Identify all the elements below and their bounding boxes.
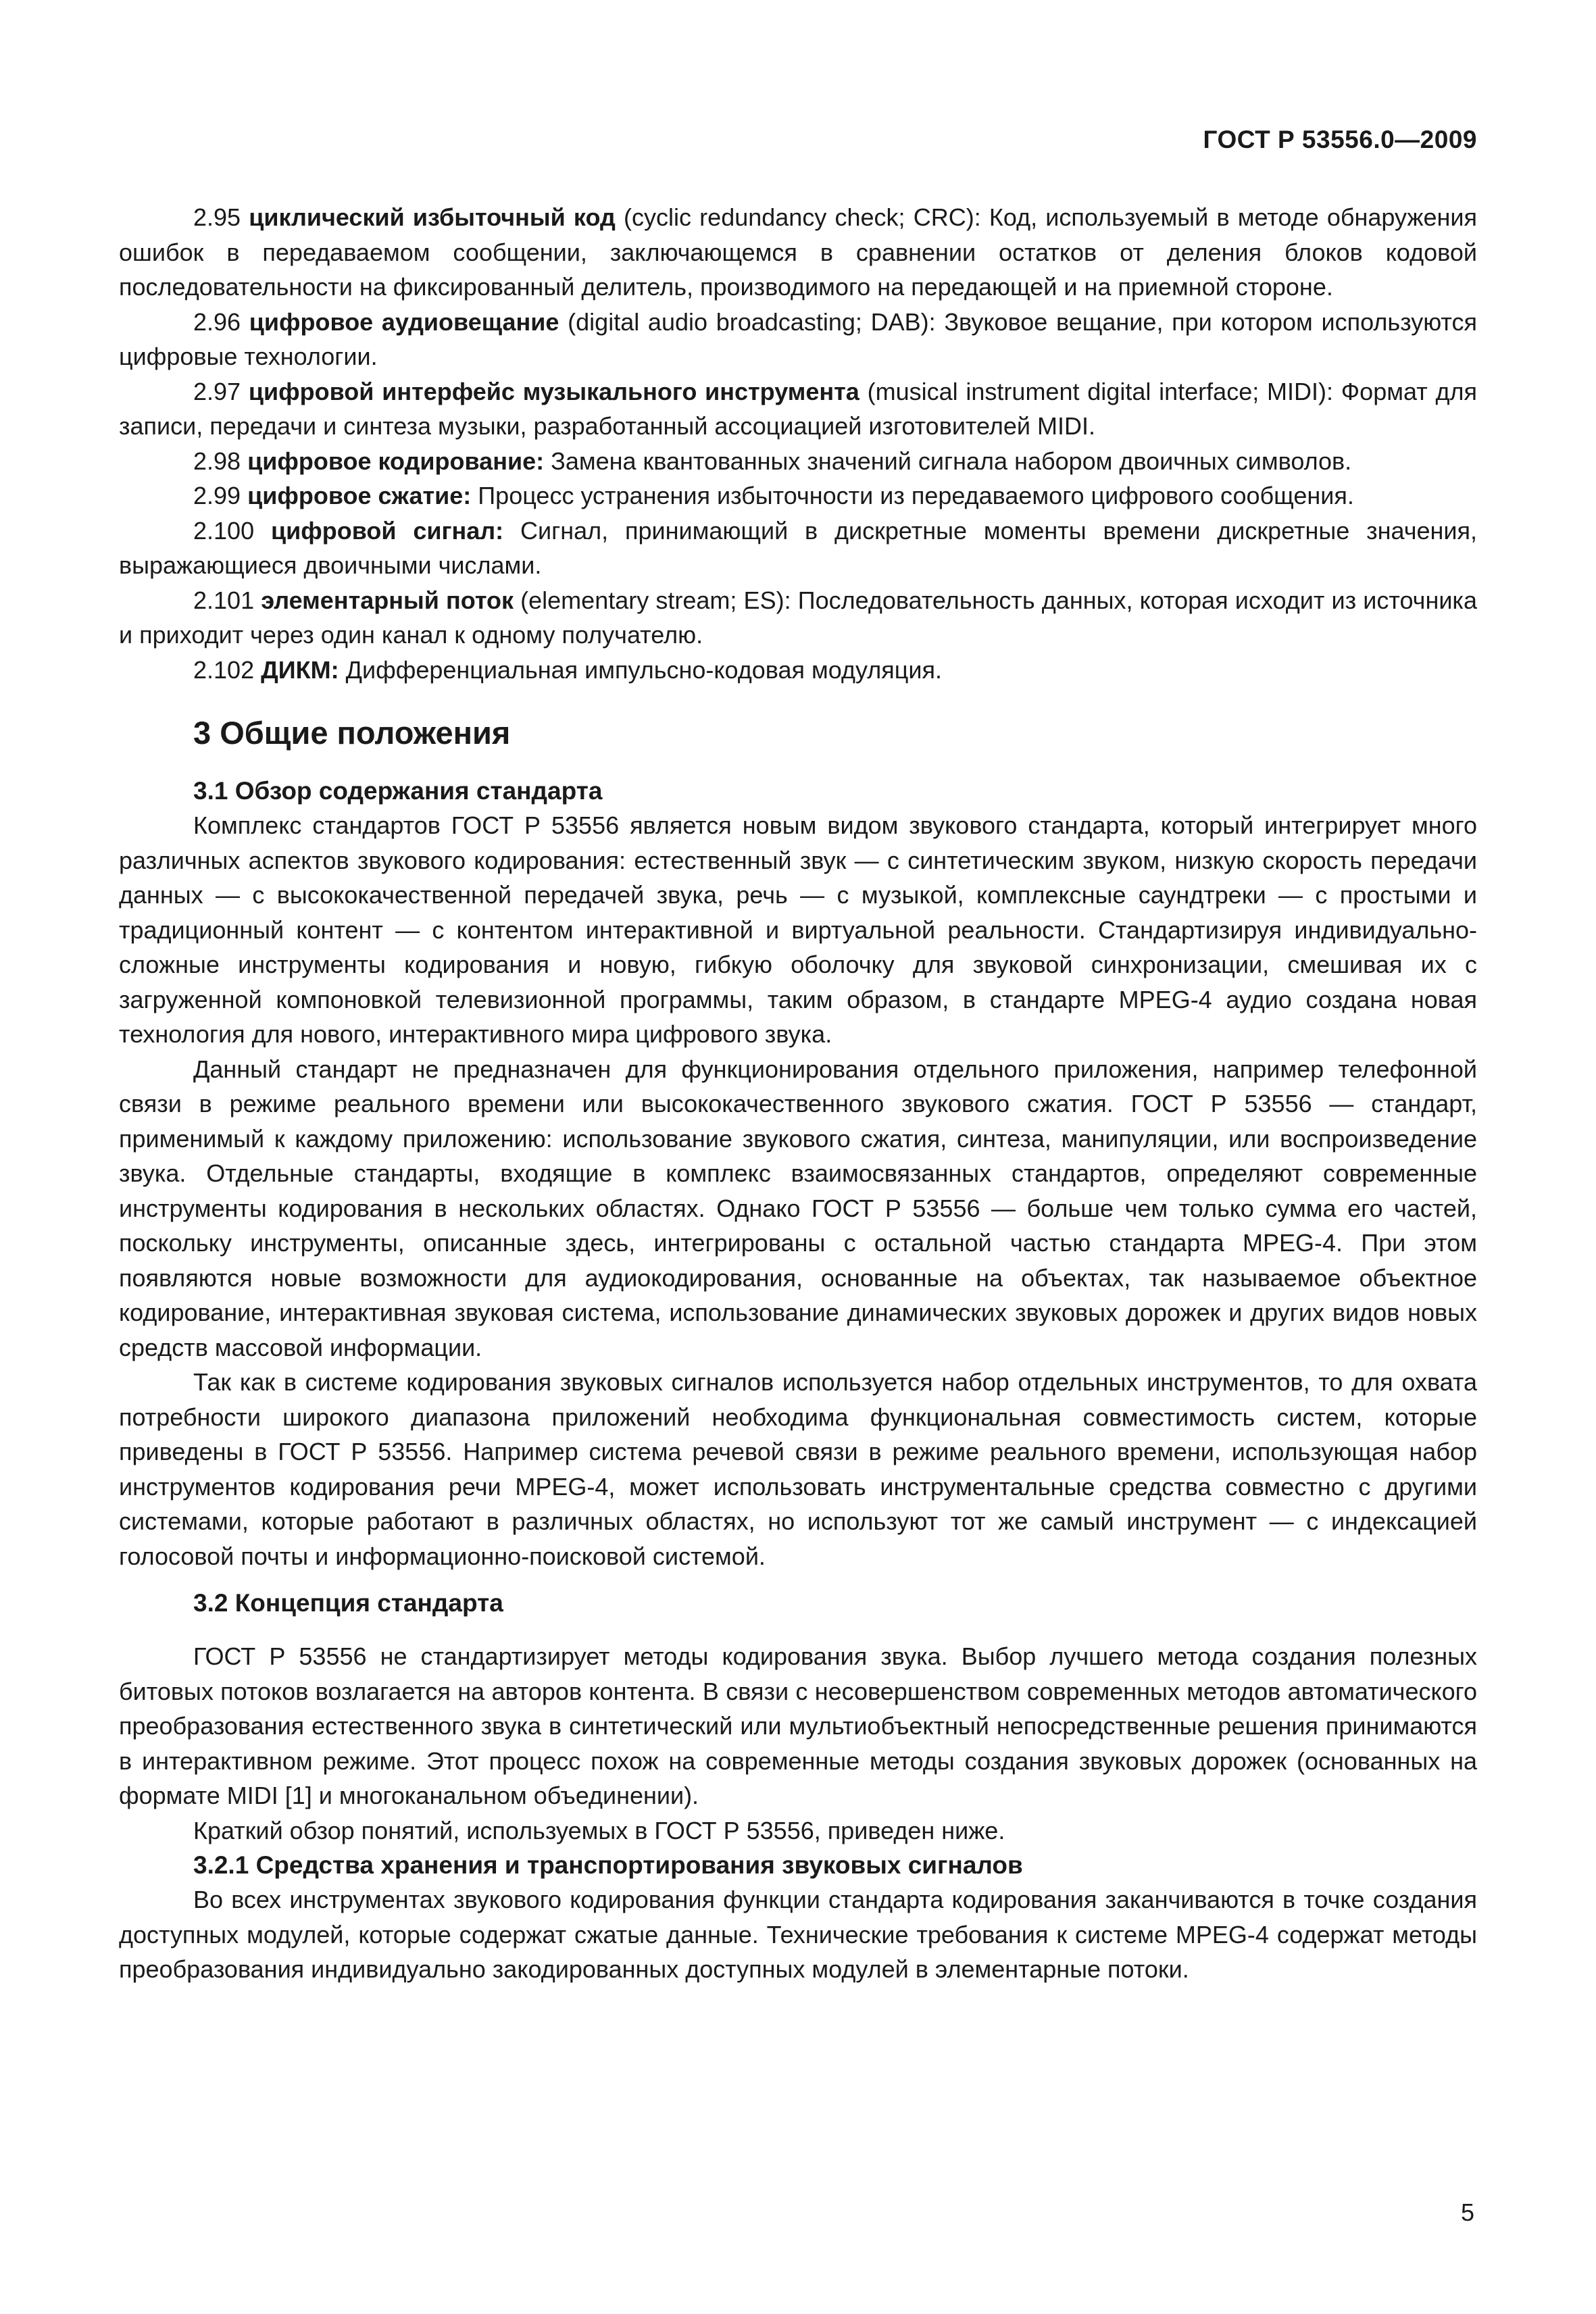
definition-number: 2.95	[193, 203, 241, 231]
definition-text: Замена квантованных значений сигнала набором двоичных символов.	[544, 447, 1352, 475]
definition-2-101	[119, 583, 1477, 653]
definition-text: (elementary stream; ES): Последовательность данных, которая исходит из источника и приходит через один канал к одному получателю.	[119, 586, 1477, 649]
definition-text: (cyclic redundancy check; CRC): Код, используемый в методе обнаружения ошибок в передаваемом сообщении, заключающемся в сравнении остатков от деления блоков кодовой последовательности на фиксированный делитель, производимого на передающей и на приемной стороне.	[119, 203, 1477, 301]
page-number: 5	[1460, 2198, 1474, 2226]
definition-term: цифровой интерфейс музыкального инструмента	[248, 377, 859, 405]
section-3-2-heading: 3.2 Концепция стандарта	[193, 1589, 503, 1617]
definition-number: 2.100	[193, 516, 255, 545]
definition-term: цифровой сигнал:	[270, 516, 504, 545]
section-3-1-paragraph: Данный стандарт не предназначен для функционирования отдельного приложения, например телефонной связи в режиме реального времени или высококачественного звукового сжатия. ГОСТ Р 53556 — стандарт, применимый к каждому приложению: использование звукового сжатия, синтеза, манипуляции, или воспроизведение звука. Отдельные стандарты, входящие в комплекс взаимосвязанных стандартов, определяют современные инструменты кодирования в нескольких областях. Однако ГОСТ Р 53556 — больше чем только сумма его частей, поскольку инструменты, описанные здесь, интегрированы с остальной частью стандарта MPEG-4. При этом появляются новые возможности для аудиокодирования, основанные на объектах, так называемое объектное кодирование, интерактивная звуковая система, использование динамических звуковых дорожек и других видов новых средств массовой информации.	[119, 1055, 1477, 1361]
definition-term: циклический избыточный код	[249, 203, 616, 231]
definition-number: 2.96	[193, 307, 241, 336]
section-3-heading: 3 Общие положения	[193, 715, 511, 751]
definition-2-96	[119, 305, 1477, 374]
definition-2-97	[119, 374, 1477, 444]
document-id-header: ГОСТ Р 53556.0—2009	[1203, 126, 1477, 153]
definition-number: 2.97	[193, 377, 241, 405]
section-3-2-paragraph: ГОСТ Р 53556 не стандартизирует методы кодирования звука. Выбор лучшего метода создания полезных битовых потоков возлагается на авторов контента. В связи с несовершенством современных методов автоматического преобразования естественного звука в синтетический или мультиобъектный непосредственные решения принимаются в интерактивном режиме. Этот процесс похож на современные методы создания звуковых дорожек (основанных на формате MIDI [1] и многоканальном объединении).	[119, 1642, 1477, 1809]
definition-text: (musical instrument digital interface; MIDI): Формат для записи, передачи и синтеза музыки, разработанный ассоциацией изготовителей MIDI.	[119, 377, 1477, 440]
definition-text: Сигнал, принимающий в дискретные моменты времени дискретные значения, выражающиеся двоичными числами.	[119, 516, 1477, 579]
definition-number: 2.99	[193, 482, 241, 509]
definition-2-100	[119, 513, 1477, 583]
definition-term: ДИКМ:	[261, 655, 339, 684]
definition-text: Дифференциальная импульсно-кодовая модуляция.	[339, 655, 942, 684]
definition-2-102	[119, 653, 1477, 688]
section-3-2-1-paragraph: Во всех инструментах звукового кодирования функции стандарта кодирования заканчиваются в точке создания доступных модулей, которые содержат сжатые данные. Технические требования к системе MPEG-4 содержат методы преобразования индивидуально закодированных доступных модулей в элементарные потоки.	[119, 1886, 1477, 1983]
section-3-2-1-heading: 3.2.1 Средства хранения и транспортирования звуковых сигналов	[193, 1851, 1023, 1879]
definition-term: элементарный поток	[261, 586, 514, 614]
definition-2-95	[119, 200, 1477, 305]
definition-number: 2.98	[193, 447, 241, 475]
definition-text: Процесс устранения избыточности из передаваемого цифрового сообщения.	[471, 482, 1354, 509]
section-3-1-paragraph: Комплекс стандартов ГОСТ Р 53556 является новым видом звукового стандарта, который интегрирует много различных аспектов звукового кодирования: естественный звук — с синтетическим звуком, низкую скорость передачи данных — с высококачественной передачей звука, речь — с музыкой, комплексные саундтреки — с простыми и традиционный контент — с контентом интерактивной и виртуальной реальности. Стандартизируя индивидуально-сложные инструменты кодирования и новую, гибкую оболочку для звуковой синхронизации, смешивая их с загруженной компоновкой телевизионной программы, таким образом, в стандарте MPEG-4 аудио создана новая технология для нового, интерактивного мира цифрового звука.	[119, 811, 1477, 1048]
section-3-1-paragraph: Так как в системе кодирования звуковых сигналов используется набор отдельных инструментов, то для охвата потребности широкого диапазона приложений необходима функциональная совместимость систем, которые приведены в ГОСТ Р 53556. Например система речевой связи в режиме реального времени, использующая набор инструментов кодирования речи MPEG-4, может использовать инструментальные средства совместно с другими системами, которые работают в различных областях, но используют тот же самый инструмент — с индексацией голосовой почты и информационно-поисковой системой.	[119, 1368, 1477, 1570]
definition-text: (digital audio broadcasting; DAB): Звуковое вещание, при котором используются цифровые технологии.	[119, 307, 1477, 370]
definition-term: цифровое кодирование:	[247, 447, 545, 475]
definition-2-99	[119, 478, 1477, 513]
definition-2-98	[119, 444, 1477, 479]
section-3-1-heading: 3.1 Обзор содержания стандарта	[193, 777, 603, 805]
definition-number: 2.101	[193, 586, 255, 614]
definition-term: цифровое сжатие:	[247, 482, 472, 509]
section-3-2-paragraph: Краткий обзор понятий, используемых в ГОСТ Р 53556, приведен ниже.	[193, 1816, 1005, 1844]
definition-number: 2.102	[193, 655, 255, 684]
definition-term: цифровое аудиовещание	[249, 307, 559, 336]
document-body	[119, 200, 1477, 1987]
